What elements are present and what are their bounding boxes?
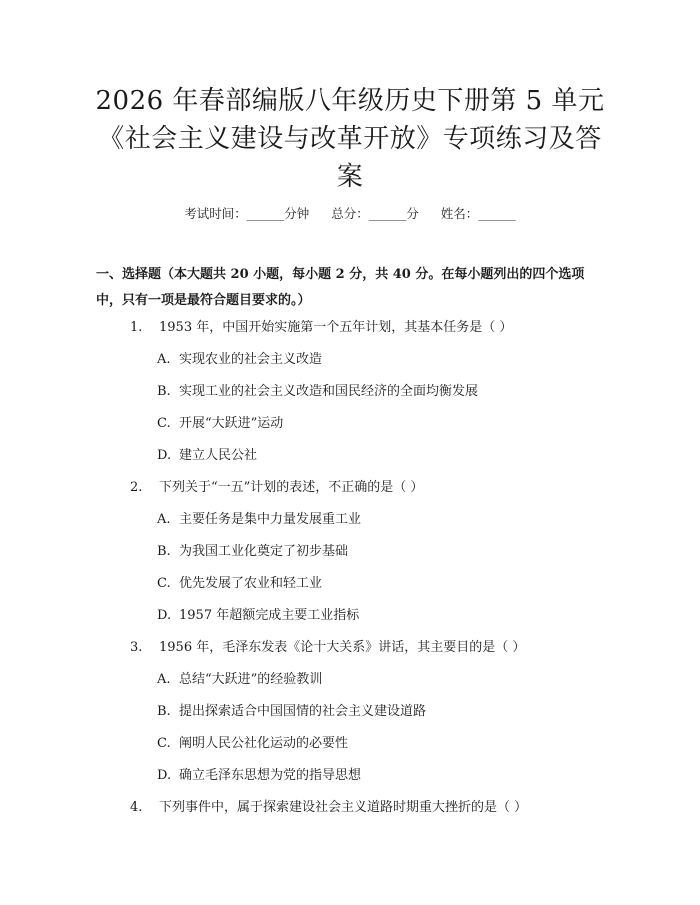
question-2 (130, 478, 423, 498)
student-name-field: 姓名：______ (440, 206, 516, 221)
title-line-3: 案 (336, 162, 364, 192)
question-2-option-b (157, 542, 348, 562)
option-letter: B. (157, 704, 171, 719)
question-1-option-a (157, 350, 322, 370)
question-3-option-d (157, 766, 361, 786)
question-stem: 1956 年，毛泽东发表《论十大关系》讲话，其主要目的是（ ） (159, 640, 526, 655)
exam-time-field: 考试时间：______分钟 (184, 206, 310, 221)
option-text: 主要任务是集中力量发展重工业 (179, 512, 362, 527)
option-letter: B. (157, 544, 171, 559)
question-1-option-b (157, 382, 478, 402)
option-text: 为我国工业化奠定了初步基础 (179, 544, 349, 559)
option-letter: C. (157, 736, 171, 751)
question-3-option-b (157, 702, 426, 722)
total-score-field: 总分：______分 (331, 206, 419, 221)
option-letter: C. (157, 416, 171, 431)
page-title (90, 82, 610, 196)
question-stem: 1953 年，中国开始实施第一个五年计划，其基本任务是（ ） (159, 320, 513, 335)
option-text: 总结“大跃进”的经验教训 (179, 672, 323, 687)
question-2-option-c (157, 574, 322, 594)
section-heading: 一、选择题（本大题共 20 小题，每小题 2 分，共 40 分。在每小题列出的四个选项中，只有一项是最符合题目要求的。） (96, 267, 585, 308)
option-letter: A. (157, 352, 171, 367)
option-letter: B. (157, 384, 171, 399)
option-text: 实现工业的社会主义改造和国民经济的全面均衡发展 (179, 384, 479, 399)
option-letter: A. (157, 672, 171, 687)
option-text: 1957 年超额完成主要工业指标 (179, 608, 360, 623)
option-letter: D. (157, 448, 172, 463)
question-number: 2. (130, 480, 143, 495)
option-text: 建立人民公社 (179, 448, 258, 463)
question-3-option-a (157, 670, 322, 690)
question-2-option-d (157, 606, 359, 626)
option-text: 实现农业的社会主义改造 (179, 352, 323, 367)
option-letter: A. (157, 512, 171, 527)
question-1 (130, 318, 512, 338)
title-line-2: 《社会主义建设与改革开放》专项练习及答 (98, 124, 602, 154)
question-3 (130, 638, 525, 658)
question-2-option-a (157, 510, 361, 530)
question-number: 1. (130, 320, 143, 335)
option-letter: C. (157, 576, 171, 591)
question-number: 3. (130, 640, 143, 655)
option-letter: D. (157, 768, 172, 783)
option-text: 提出探索适合中国国情的社会主义建设道路 (179, 704, 427, 719)
question-stem: 下列关于“一五”计划的表述，不正确的是（ ） (159, 480, 424, 495)
question-1-option-c (157, 414, 283, 434)
title-line-1: 2026 年春部编版八年级历史下册第 5 单元 (95, 86, 605, 116)
option-text: 确立毛泽东思想为党的指导思想 (179, 768, 362, 783)
option-text: 优先发展了农业和轻工业 (179, 576, 323, 591)
option-text: 开展“大跃进”运动 (179, 416, 284, 431)
question-stem: 下列事件中，属于探索建设社会主义道路时期重大挫折的是（ ） (159, 800, 528, 815)
exam-meta (0, 204, 700, 224)
question-number: 4. (130, 800, 143, 815)
question-3-option-c (157, 734, 348, 754)
question-1-option-d (157, 446, 257, 466)
option-text: 阐明人民公社化运动的必要性 (179, 736, 349, 751)
question-4 (130, 798, 527, 818)
option-letter: D. (157, 608, 172, 623)
